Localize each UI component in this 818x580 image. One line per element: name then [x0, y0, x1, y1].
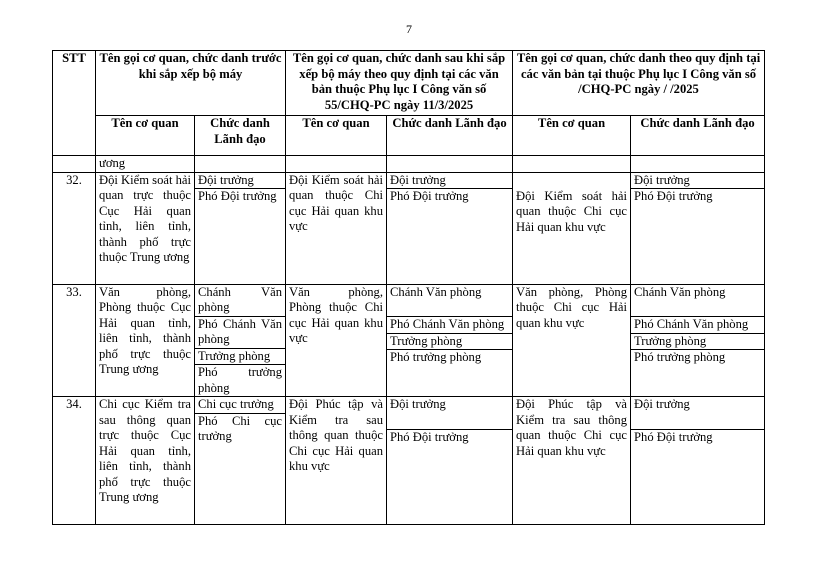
title-item: Trưởng phòng	[195, 349, 285, 366]
title-item: Chánh Văn phòng	[195, 285, 285, 317]
before-agency: Văn phòng, Phòng thuộc Cục Hải quan tỉnh, liên tỉnh, thành phố trực thuộc Trung ương	[96, 284, 195, 397]
title-item: Phó trưởng phòng	[390, 350, 482, 364]
subheader-title-before: Chức danh Lãnh đạo	[195, 116, 286, 156]
row-number: 32.	[53, 172, 96, 284]
before-agency: Chi cục Kiểm tra sau thông quan trực thuộc Cục Hải quan tỉnh, liên tỉnh, thành phố trực thuộc Trung ương	[96, 397, 195, 525]
title-item: Đội trưởng	[195, 173, 285, 190]
title-item: Chánh Văn phòng	[631, 285, 764, 318]
title-item: Đội trưởng	[631, 173, 764, 190]
new-agency: Đội Kiểm soát hải quan thuộc Chi cục Hải quan khu vực	[513, 172, 631, 284]
carry-over-text: ương	[96, 156, 195, 173]
before-agency: Đội Kiểm soát hải quan trực thuộc Cục Hải quan tỉnh, liên tỉnh, thành phố trực thuộc Trung ương	[96, 172, 195, 284]
title-item: Phó Đội trưởng	[390, 189, 469, 203]
carry-over-row	[53, 156, 765, 173]
title-item: Phó Đội trưởng	[634, 429, 713, 444]
after55-agency: Đội Kiểm soát hải quan thuộc Chi cục Hải quan khu vực	[286, 172, 387, 284]
after55-agency: Đội Phúc tập và Kiểm tra sau thông quan thuộc Chi cục Hải quan khu vực	[286, 397, 387, 525]
table-row	[53, 284, 765, 397]
header-after-new: Tên gọi cơ quan, chức danh theo quy định tại các văn bản tại thuộc Phụ lục I Công văn số /CHQ-PC ngày / /2025	[513, 51, 765, 116]
title-item: Phó Đội trưởng	[634, 189, 713, 203]
title-item: Đội trưởng	[387, 173, 512, 190]
mapping-table	[52, 50, 765, 525]
new-agency: Đội Phúc tập và Kiểm tra sau thông quan thuộc Chi cục Hải quan khu vực	[513, 397, 631, 525]
subheader-agency-before: Tên cơ quan	[96, 116, 195, 156]
header-before: Tên gọi cơ quan, chức danh trước khi sắp xếp bộ máy	[96, 51, 286, 116]
subheader-agency-new: Tên cơ quan	[513, 116, 631, 156]
title-item: Phó Chi cục trưởng	[198, 413, 282, 443]
page-number: 7	[406, 22, 412, 36]
subheader-title-new: Chức danh Lãnh đạo	[631, 116, 765, 156]
title-item: Chánh Văn phòng	[387, 285, 512, 318]
table-row	[53, 172, 765, 284]
title-item: Phó trưởng phòng	[634, 350, 726, 364]
title-item: Phó Chánh Văn phòng	[387, 317, 512, 334]
row-number: 34.	[53, 397, 96, 525]
title-item: Phó Đội trưởng	[198, 189, 277, 203]
subheader-agency-after55: Tên cơ quan	[286, 116, 387, 156]
title-item: Phó Đội trưởng	[390, 429, 469, 444]
after55-agency: Văn phòng, Phòng thuộc Chi cục Hải quan khu vực	[286, 284, 387, 397]
row-number: 33.	[53, 284, 96, 397]
title-item: Đội trưởng	[631, 397, 764, 430]
title-item: Phó trưởng phòng	[198, 365, 282, 395]
title-item: Phó Chánh Văn phòng	[195, 317, 285, 349]
new-agency: Văn phòng, Phòng thuộc Chi cục Hải quan khu vực	[513, 284, 631, 397]
header-stt: STT	[53, 51, 96, 156]
header-after-55: Tên gọi cơ quan, chức danh sau khi sắp xếp bộ máy theo quy định tại các văn bản thuộc Phụ lục I Công văn số 55/CHQ-PC ngày 11/3/2025	[286, 51, 513, 116]
title-item: Trưởng phòng	[631, 334, 764, 351]
title-item: Phó Chánh Văn phòng	[631, 317, 764, 334]
title-item: Đội trưởng	[387, 397, 512, 430]
title-item: Chi cục trưởng	[195, 397, 285, 414]
subheader-title-after55: Chức danh Lãnh đạo	[387, 116, 513, 156]
title-item: Trưởng phòng	[387, 334, 512, 351]
table-row	[53, 397, 765, 525]
